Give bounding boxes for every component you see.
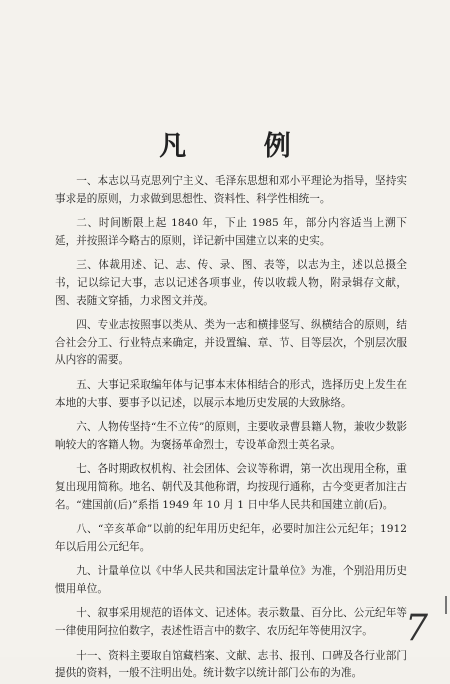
guideline-paragraph-10: 十、叙事采用规范的语体文、记述体。表示数量、百分比、公元纪年等一律使用阿拉伯数字，表述性语言中的数字、农历纪年等使用汉字。 bbox=[55, 607, 407, 638]
guideline-paragraph-3: 三、体裁用述、记、志、传、录、图、表等，以志为主，述以总摄全书，记以综记大事，志以记述各项事业，传以收载人物，附录辑存文献，图、表随文穿插，力求图文并茂。 bbox=[55, 259, 407, 307]
guideline-paragraph-5: 五、大事记采取编年体与记事本末体相结合的形式，选择历史上发生在本地的大事、要事予以记述，以展示本地历史发展的大致脉络。 bbox=[55, 378, 407, 409]
page-number: 7 bbox=[405, 608, 428, 649]
guideline-paragraph-9: 九、计量单位以《中华人民共和国法定计量单位》为准，个别沿用历史惯用单位。 bbox=[55, 565, 407, 595]
guideline-paragraph-7: 七、各时期政权机构、社会团体、会议等称谓，第一次出现用全称，重复出现用简称。地名、朝代及其他称谓，均按现行通称，古今变更者加注古名。“建国前(后)”系指 1949 年 10 月 1 日中华人民共和国建立前(后)。 bbox=[55, 463, 407, 511]
scan-edge-mark bbox=[445, 596, 447, 614]
guideline-paragraph-1: 一、本志以马克思列宁主义、毛泽东思想和邓小平理论为指导，坚持实事求是的原则，力求做到思想性、资料性、科学性相统一。 bbox=[55, 175, 407, 205]
page-title: 凡 例 bbox=[159, 131, 325, 162]
guideline-paragraph-6: 六、人物传坚持“生不立传”的原则，主要收录曹县籍人物，兼收少数影响较大的客籍人物。为褒扬革命烈士，专设革命烈士英名录。 bbox=[55, 421, 407, 451]
guideline-paragraph-4: 四、专业志按照事以类从、类为一志和横排竖写、纵横结合的原则，结合社会分工、行业特点来确定，并设置编、章、节、目等层次，个别层次服从内容的需要。 bbox=[55, 319, 407, 367]
guideline-paragraph-11: 十一、资料主要取自馆藏档案、文献、志书、报刊、口碑及各行业部门提供的资料，一般不注明出处。统计数字以统计部门公布的为准。 bbox=[55, 649, 407, 680]
guidelines-body bbox=[55, 173, 407, 684]
guideline-paragraph-2: 二、时间断限上起 1840 年，下止 1985 年，部分内容适当上溯下延，并按照详今略古的原则，详记新中国建立以来的史实。 bbox=[55, 217, 407, 247]
guideline-paragraph-8: 八、“辛亥革命”以前的纪年用历史纪年，必要时加注公元纪年；1912 年以后用公元纪年。 bbox=[55, 523, 407, 553]
